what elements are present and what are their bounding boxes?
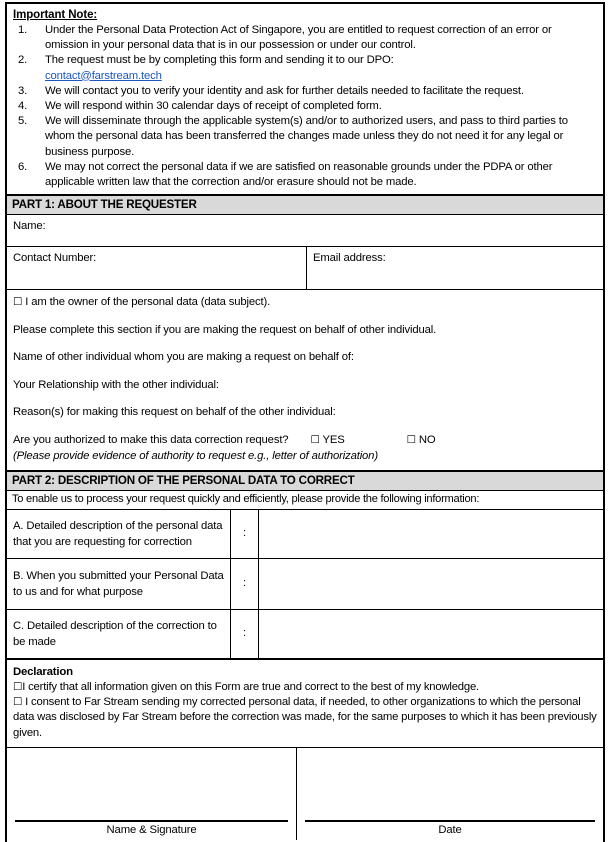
part2-row-b-label: B. When you submitted your Personal Data to us and for what purpose bbox=[7, 559, 231, 609]
email-address-cell[interactable] bbox=[307, 247, 603, 289]
declaration-checkbox-2[interactable]: ☐ bbox=[13, 696, 23, 709]
note-number: 1. bbox=[18, 24, 28, 36]
declaration-statement-2: I consent to Far Stream sending my corrected personal data, if needed, to other organizations to which the personal data was disclosed by Far Stream before the correction was made, for the same purposes to which it has been previously given. bbox=[13, 696, 597, 739]
important-note-block bbox=[7, 4, 603, 196]
date-caption: Date bbox=[438, 823, 462, 836]
name-signature-caption: Name & Signature bbox=[106, 823, 197, 836]
note-number: 5. bbox=[18, 115, 28, 128]
no-checkbox[interactable]: ☐ bbox=[406, 433, 416, 446]
important-note-list bbox=[13, 23, 597, 190]
declaration-statement-1-row[interactable] bbox=[13, 680, 597, 695]
table-row bbox=[7, 559, 603, 610]
table-row bbox=[7, 610, 603, 659]
form-frame bbox=[5, 2, 605, 842]
note-text: We will disseminate through the applicable system(s) and/or to authorized users, and pass to third parties to whom the personal data has been transferred the changes made unless they do not need it for any legal or business purpose. bbox=[45, 115, 568, 158]
note-item bbox=[13, 114, 597, 160]
relationship-label[interactable]: Your Relationship with the other individual: bbox=[13, 378, 219, 391]
email-address-label: Email address: bbox=[313, 252, 386, 265]
declaration-statement-1: I certify that all information given on this Form are true and correct to the best of my knowledge. bbox=[22, 680, 479, 693]
declaration-statement-2-row[interactable] bbox=[13, 695, 597, 741]
table-row bbox=[7, 510, 603, 559]
note-item bbox=[13, 84, 597, 99]
yes-label: YES bbox=[322, 433, 345, 446]
note-item bbox=[13, 99, 597, 114]
part2-row-b-separator: : bbox=[231, 559, 259, 609]
part2-row-a-label: A. Detailed description of the personal data that you are requesting for correction bbox=[7, 510, 231, 558]
part2-row-b-value[interactable] bbox=[259, 559, 603, 609]
declaration-checkbox-1[interactable]: ☐ bbox=[13, 680, 23, 693]
note-text: We will contact you to verify your identity and ask for further details needed to facilitate the request. bbox=[45, 84, 524, 97]
part2-row-c-label: C. Detailed description of the correction to be made bbox=[7, 610, 231, 658]
part2-row-c-separator: : bbox=[231, 610, 259, 658]
name-field-row[interactable] bbox=[7, 215, 603, 247]
note-text: We may not correct the personal data if we are satisfied on reasonable grounds under the PDPA or other applicable written law that the correction and/or erasure should not be made. bbox=[45, 160, 553, 189]
owner-declaration-line[interactable] bbox=[13, 295, 597, 310]
owner-checkbox[interactable]: ☐ bbox=[13, 296, 23, 309]
part1-section-header: PART 1: ABOUT THE REQUESTER bbox=[7, 196, 603, 215]
part2-section-header: PART 2: DESCRIPTION OF THE PERSONAL DATA TO CORRECT bbox=[7, 472, 603, 491]
date-rule bbox=[305, 820, 595, 822]
name-label: Name: bbox=[13, 220, 46, 233]
part1-questions-block bbox=[7, 290, 603, 472]
dpo-email-link[interactable]: contact@farstream.tech bbox=[45, 69, 162, 82]
behalf-instruction: Please complete this section if you are making the request on behalf of other individual. bbox=[13, 323, 437, 336]
note-number: 2. bbox=[18, 54, 28, 67]
signature-area bbox=[7, 748, 603, 840]
name-signature-rule bbox=[15, 820, 288, 822]
note-number: 4. bbox=[18, 100, 28, 113]
note-text: Under the Personal Data Protection Act of Singapore, you are entitled to request correction of an error or omission in your personal data that is in our possession or under our control. bbox=[45, 24, 552, 52]
authorization-no-option[interactable] bbox=[407, 433, 436, 448]
declaration-block bbox=[7, 659, 603, 748]
note-number: 6. bbox=[18, 160, 28, 173]
note-item bbox=[13, 160, 597, 190]
authorization-yes-option[interactable] bbox=[310, 433, 344, 448]
part2-row-a-separator: : bbox=[231, 510, 259, 558]
part2-row-a-value[interactable] bbox=[259, 510, 603, 558]
important-note-heading: Important Note: bbox=[13, 9, 98, 21]
reason-label[interactable]: Reason(s) for making this request on behalf of the other individual: bbox=[13, 406, 336, 419]
note-item bbox=[13, 23, 597, 53]
note-number: 3. bbox=[18, 84, 28, 97]
authorization-row bbox=[13, 433, 597, 448]
note-text-before-link: The request must be by completing this form and sending it to our DPO: bbox=[45, 54, 394, 67]
declaration-title: Declaration bbox=[13, 665, 73, 678]
contact-email-row bbox=[7, 247, 603, 290]
note-text: We will respond within 30 calendar days of receipt of completed form. bbox=[45, 100, 382, 113]
part2-intro-text: To enable us to process your request quickly and efficiently, please provide the following information: bbox=[7, 491, 603, 510]
other-individual-name-label[interactable]: Name of other individual whom you are making a request on behalf of: bbox=[13, 351, 354, 364]
part2-row-c-value[interactable] bbox=[259, 610, 603, 658]
note-text bbox=[45, 53, 597, 83]
yes-checkbox[interactable]: ☐ bbox=[310, 433, 320, 446]
contact-number-label: Contact Number: bbox=[13, 252, 97, 265]
owner-declaration-text: I am the owner of the personal data (data subject). bbox=[25, 296, 271, 309]
date-block[interactable] bbox=[297, 748, 603, 840]
authorization-question: Are you authorized to make this data correction request? bbox=[13, 433, 289, 446]
contact-number-cell[interactable] bbox=[7, 247, 307, 289]
name-signature-block[interactable] bbox=[7, 748, 297, 840]
note-item bbox=[13, 53, 597, 83]
evidence-note: (Please provide evidence of authority to request e.g., letter of authorization) bbox=[13, 449, 378, 462]
no-label: NO bbox=[418, 433, 436, 446]
